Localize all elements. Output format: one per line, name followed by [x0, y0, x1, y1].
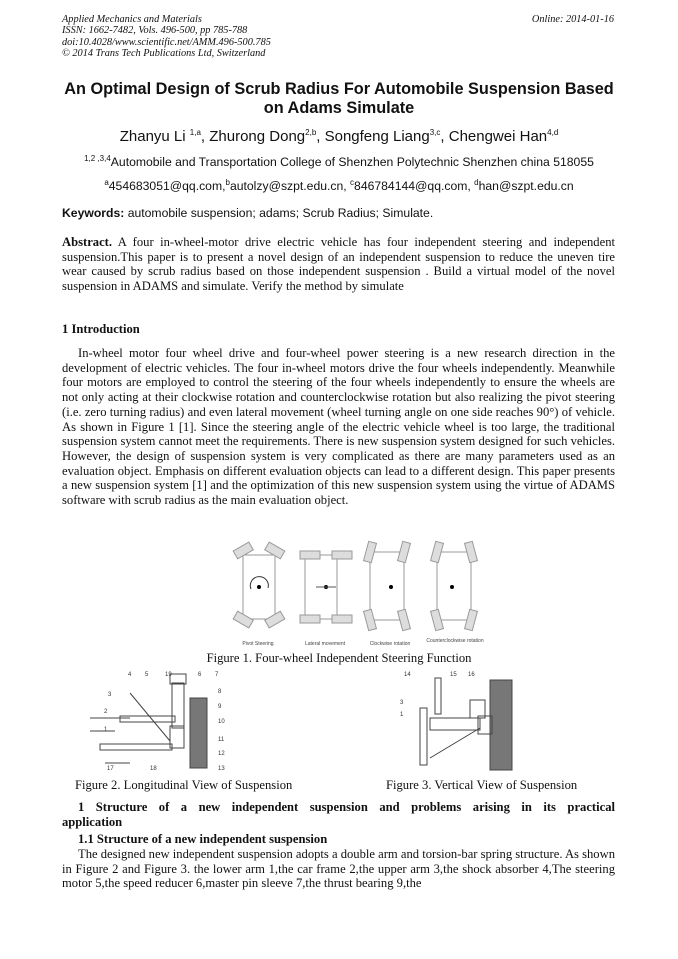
email-sup: d — [474, 178, 479, 187]
email[interactable]: 454683051@qq.com, — [108, 179, 226, 194]
part-label: 8 — [218, 689, 222, 695]
part-label: 12 — [218, 751, 225, 757]
part-label: 15 — [450, 672, 457, 678]
section-1-heading: 1 Structure of a new independent suspension and problems arising in its practical application — [62, 800, 615, 829]
aff-text: Automobile and Transportation College of Shenzhen Polytechnic Shenzhen china 518055 — [110, 155, 594, 170]
author: Chengwei Han — [448, 128, 548, 145]
author-sup: 3,c — [429, 128, 441, 137]
intro-text: In-wheel motor four wheel drive and four-wheel power steering is a new research direction in the development of electric vehicles. The four in-wheel motors drive the four wheels independently. Meanwhile four motors are employed to control the steering of the four wheels independently to ensure the wheels are not only acting at their clockwise rotation and counterclockwise rotation but also realizing the pivot steering (i.e. zero turning radius) and even lateral movement (wheel turning angle on one side reaches 90°) of vehicle. As shown in Figure 1 [1]. Since the steering angle of the electric vehicle wheel is too large, the traditional suspension system cannot meet the requirements. There is new suspension system designed for such vehicles. However, the design of suspension system is very complicated as there are many parameters used as an evaluation object. Emphasis on different evaluation objects can lead to a different design. This paper presents a new suspension system [1] and the optimization of this new suspension system using the virtue of ADAMS software with scrub radius as the main evaluation object. — [62, 346, 615, 508]
title-line: An Optimal Design of Scrub Radius For Automobile Suspension Based — [64, 80, 614, 98]
panel-label: Lateral movement — [304, 641, 346, 647]
author: Zhanyu Li — [119, 128, 190, 145]
email[interactable]: autolzy@szpt.edu.cn, — [229, 179, 351, 194]
author-sup: 4,d — [547, 128, 559, 137]
subsection-1-1-heading: 1.1 Structure of a new independent suspension — [78, 832, 328, 846]
copyright: © 2014 Trans Tech Publications Ltd, Switzerland — [62, 47, 266, 59]
section-1-text: The designed new independent suspension adopts a double arm and torsion-bar spring structure. As shown in Figure 2 and Figure 3. the lower arm 1,the car frame 2,the upper arm 3,the shock absorber 4,The steering motor 5,the speed reducer 6,master pin sleeve 7,the thrust bearing 9,the — [62, 847, 615, 891]
part-label: 4 — [128, 672, 132, 678]
figure-1-image — [200, 540, 500, 652]
aff-sup: 1,2 ,3,4 — [84, 154, 111, 163]
author-sup: 2,b — [305, 128, 317, 137]
affiliation — [0, 154, 678, 169]
part-label: 18 — [150, 766, 157, 772]
part-label: 11 — [218, 737, 225, 743]
part-label: 3 — [400, 700, 404, 706]
panel-label: Counterclockwise rotation — [426, 638, 484, 644]
part-label: 13 — [218, 766, 225, 772]
figure-3-caption: Figure 3. Vertical View of Suspension — [386, 778, 578, 792]
panel-label: Clockwise rotation — [369, 641, 411, 647]
part-label: 9 — [218, 704, 222, 710]
title-line: on Adams Simulate — [263, 99, 415, 117]
part-label: 17 — [107, 766, 114, 772]
abstract-label: Abstract. — [62, 235, 113, 249]
email[interactable]: han@szpt.edu.cn — [478, 179, 574, 194]
figure-2-image — [90, 668, 240, 776]
part-label: 14 — [404, 672, 411, 678]
section-1-paragraph — [62, 847, 615, 891]
part-label: 1 — [400, 712, 404, 718]
part-label: 7 — [215, 672, 219, 678]
part-label: 6 — [198, 672, 202, 678]
panel-label: Pivot Steering — [242, 641, 274, 647]
emails — [0, 178, 678, 193]
journal-name: Applied Mechanics and Materials — [62, 14, 202, 25]
author-sup: 1,a — [189, 128, 201, 137]
keywords-text: automobile suspension; adams; Scrub Radius; Simulate. — [124, 206, 434, 220]
part-label: 3 — [108, 692, 112, 698]
paper-title — [40, 80, 638, 118]
figure-2-caption: Figure 2. Longitudinal View of Suspension — [75, 778, 293, 792]
email-sup: c — [350, 178, 355, 187]
part-label: 1 — [104, 727, 108, 733]
keywords — [62, 206, 433, 220]
journal-header — [62, 14, 271, 59]
author: Zhurong Dong — [209, 128, 306, 145]
authors: Zhanyu Li $^{1,a}$, Zhurong Dong$^{2,b}$, Songfeng Liang$^{3,c}$, Chengwei Han$^{4,d}$ — [119, 128, 559, 145]
figure-3-image — [390, 668, 520, 776]
author: Songfeng Liang — [324, 128, 430, 145]
figure-1-caption: Figure 1. Four-wheel Independent Steering Function — [206, 651, 472, 665]
intro-paragraph — [62, 346, 615, 508]
part-label: 10 — [218, 719, 225, 725]
online-date: Online: 2014-01-16 — [531, 14, 614, 25]
part-label: 5 — [145, 672, 149, 678]
intro-heading: 1 Introduction — [62, 322, 140, 336]
issn: ISSN: 1662-7482, Vols. 496-500, pp 785-788 — [62, 25, 248, 37]
part-label: 2 — [104, 709, 108, 715]
email-sup: b — [225, 178, 230, 187]
keywords-label: Keywords: — [62, 206, 125, 220]
email-sup: a — [104, 178, 109, 187]
part-label: 19 — [165, 672, 172, 678]
part-label: 16 — [468, 672, 475, 678]
abstract-text: A four in-wheel-motor drive electric vehicle has four independent steering and independent suspension.This paper is to present a novel design of an independent suspension to reduce the uneven tire wear caused by scrub radius based on those independent suspension . Build a virtual model of the novel suspension in ADAMS and simulate. Verify the method by simulate — [62, 235, 615, 294]
email[interactable]: 846784144@qq.com, — [354, 179, 475, 194]
abstract — [62, 235, 615, 294]
doi: doi:10.4028/www.scientific.net/AMM.496-500.785 — [62, 36, 271, 48]
